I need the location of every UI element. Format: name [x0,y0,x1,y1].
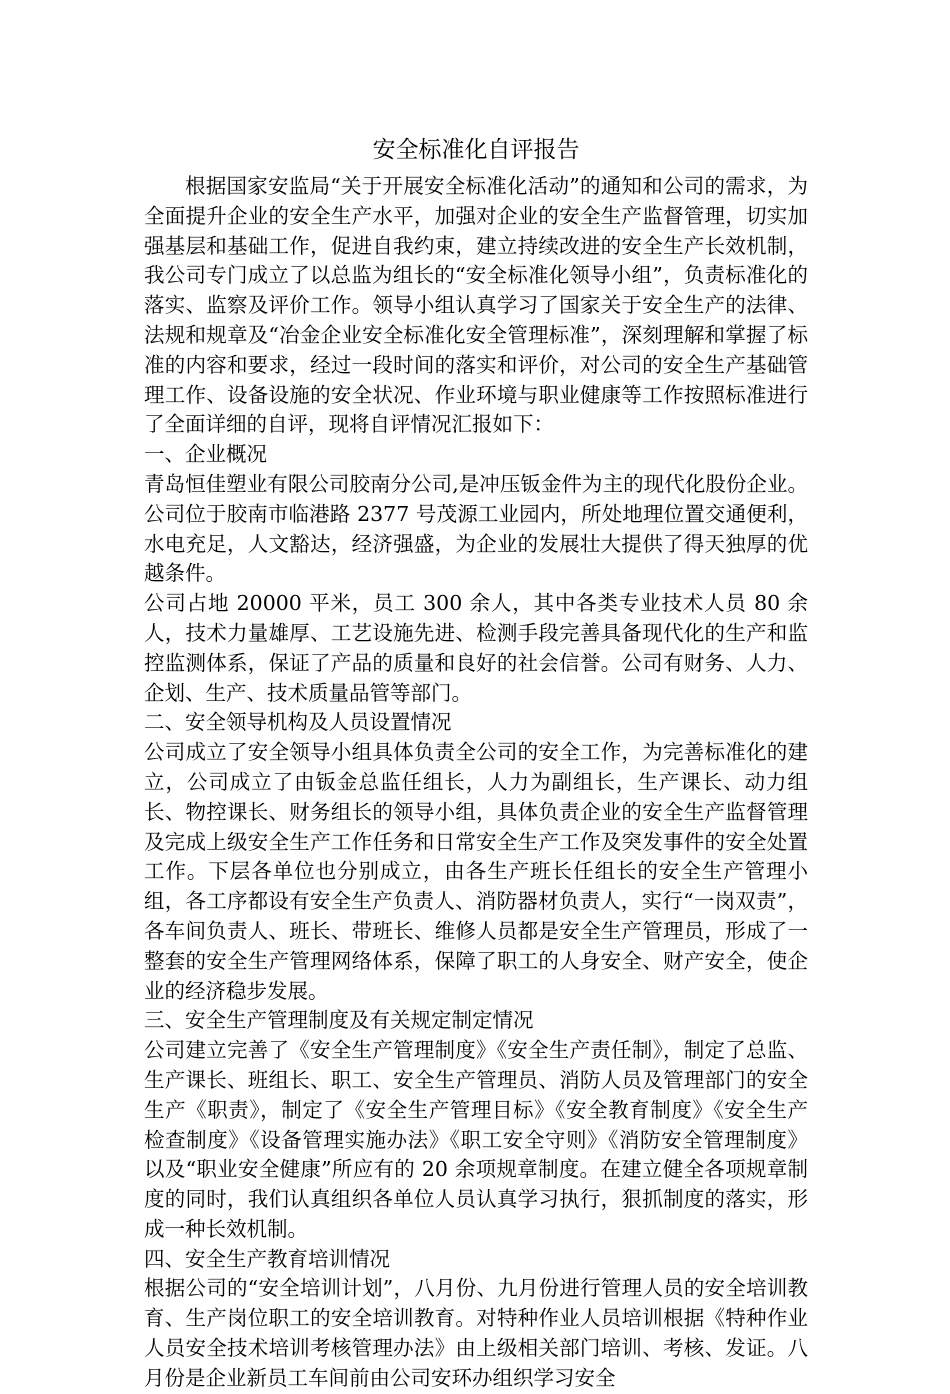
section-paragraph: 青岛恒佳塑业有限公司胶南分公司,是冲压钣金件为主的现代化股份企业。公司位于胶南市临港路 2377 号茂源工业园内，所处地理位置交通便利，水电充足，人文豁达，经济强盛，为企业的发展壮大提供了得天独厚的优越条件。 [144,471,808,586]
document-title: 安全标准化自评报告 [372,137,580,163]
section-heading: 四、安全生产教育培训情况 [144,1246,390,1271]
section-heading: 三、安全生产管理制度及有关规定制定情况 [144,1008,534,1033]
section-paragraph: 根据公司的“安全培训计划”，八月份、九月份进行管理人员的安全培训教育、生产岗位职工的安全培训教育。对特种作业人员培训根据《特种作业人员安全技术培训考核管理办法》由上级相关部门培训、考核、发证。八月份是企业新员工车间前由公司安环办组织学习安全 [144,1276,808,1390]
section-heading: 二、安全领导机构及人员设置情况 [144,710,452,735]
section-heading: 一、企业概况 [144,442,267,467]
section-safety-regulations [144,1006,808,1244]
section-safety-training [144,1245,808,1394]
section-paragraph: 公司占地 20000 平米，员工 300 余人，其中各类专业技术人员 80 余人，技术力量雄厚、工艺设施先进、检测手段完善具备现代化的生产和监控监测体系，保证了产品的质量和良好的社会信誉。公司有财务、人力、企划、生产、技术质量品管等部门。 [144,591,808,705]
intro-paragraph: 根据国家安监局“关于开展安全标准化活动”的通知和公司的需求，为全面提升企业的安全生产水平，加强对企业的安全生产监督管理，切实加强基层和基础工作，促进自我约束，建立持续改进的安全生产长效机制，我公司专门成立了以总监为组长的“安全标准化领导小组”，负责标准化的落实、监察及评价工作。领导小组认真学习了国家关于安全生产的法律、法规和规章及“冶金企业安全标准化安全管理标准”，深刻理解和掌握了标准的内容和要求，经过一段时间的落实和评价，对公司的安全生产基础管理工作、设备设施的安全状况、作业环境与职业健康等工作按照标准进行了全面详细的自评，现将自评情况汇报如下： [144,174,808,437]
section-safety-leadership [144,708,808,1006]
section-paragraph: 公司成立了安全领导小组具体负责全公司的安全工作，为完善标准化的建立，公司成立了由钣金总监任组长，人力为副组长，生产课长、动力组长、物控课长、财务组长的领导小组，具体负责企业的安全生产监督管理及完成上级安全生产工作任务和日常安全生产工作及突发事件的安全处置工作。下层各单位也分别成立，由各生产班长任组长的安全生产管理小组，各工序都设有安全生产负责人、消防器材负责人，实行“一岗双责”，各车间负责人、班长、带班长、维修人员都是安全生产管理员，形成了一整套的安全生产管理网络体系，保障了职工的人身安全、财产安全，使企业的经济稳步发展。 [144,740,808,1003]
section-company-overview [144,440,808,708]
section-paragraph: 公司建立完善了《安全生产管理制度》《安全生产责任制》，制定了总监、生产课长、班组长、职工、安全生产管理员、消防人员及管理部门的安全生产《职责》，制定了《安全生产管理目标》《安全教育制度》《安全生产检查制度》《设备管理实施办法》《职工安全守则》《消防安全管理制度》以及“职业安全健康”所应有的 20 余项规章制度。在建立健全各项规章制度的同时，我们认真组织各单位人员认真学习执行，狠抓制度的落实，形成一种长效机制。 [144,1038,808,1241]
document-page [144,130,808,1394]
